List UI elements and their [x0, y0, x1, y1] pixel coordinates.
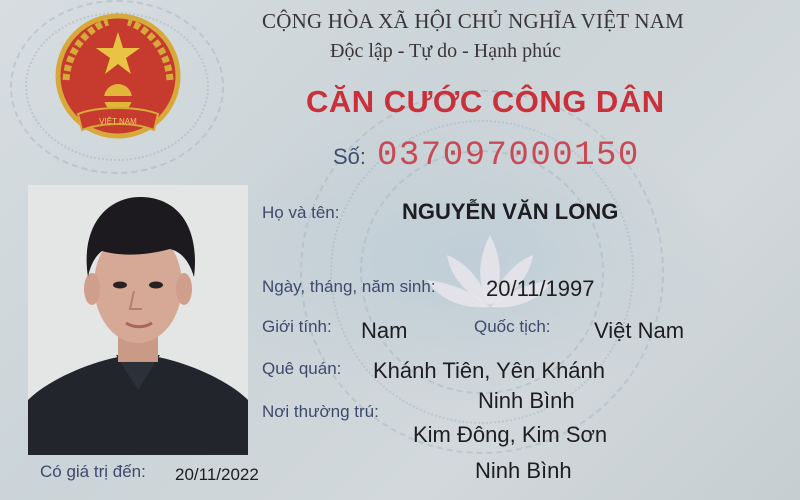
dob-label: Ngày, tháng, năm sinh: — [262, 277, 436, 296]
full-name: NGUYỄN VĂN LONG — [402, 199, 619, 224]
id-number-label: Số: — [333, 144, 367, 169]
hometown-label: Quê quán: — [262, 359, 342, 378]
date-of-birth: 20/11/1997 — [486, 276, 595, 301]
residence-line-1: Kim Đông, Kim Sơn — [413, 422, 608, 447]
hometown-line-1: Khánh Tiên, Yên Khánh — [373, 358, 606, 383]
national-motto: Độc lập - Tự do - Hạnh phúc — [330, 40, 561, 62]
emblem-text: VIỆT NAM — [99, 117, 137, 126]
expiry-date: 20/11/2022 — [175, 465, 259, 484]
residence-label: Nơi thường trú: — [262, 402, 379, 421]
expiry-label: Có giá trị đến: — [40, 462, 146, 481]
lotus-watermark-icon — [425, 225, 555, 325]
portrait-photo — [28, 185, 248, 455]
sex-value: Nam — [361, 318, 408, 343]
nationality-label: Quốc tịch: — [474, 317, 551, 336]
name-label: Họ và tên: — [262, 203, 340, 222]
id-number: 037097000150 — [377, 137, 640, 175]
hometown-line-2: Ninh Bình — [478, 388, 575, 413]
national-emblem-icon — [48, 10, 188, 150]
country-name: CỘNG HÒA XÃ HỘI CHỦ NGHĨA VIỆT NAM — [262, 9, 684, 33]
sex-label: Giới tính: — [262, 317, 332, 336]
nationality-value: Việt Nam — [594, 318, 685, 343]
residence-line-2: Ninh Bình — [475, 458, 572, 483]
document-title: CĂN CƯỚC CÔNG DÂN — [306, 84, 665, 119]
